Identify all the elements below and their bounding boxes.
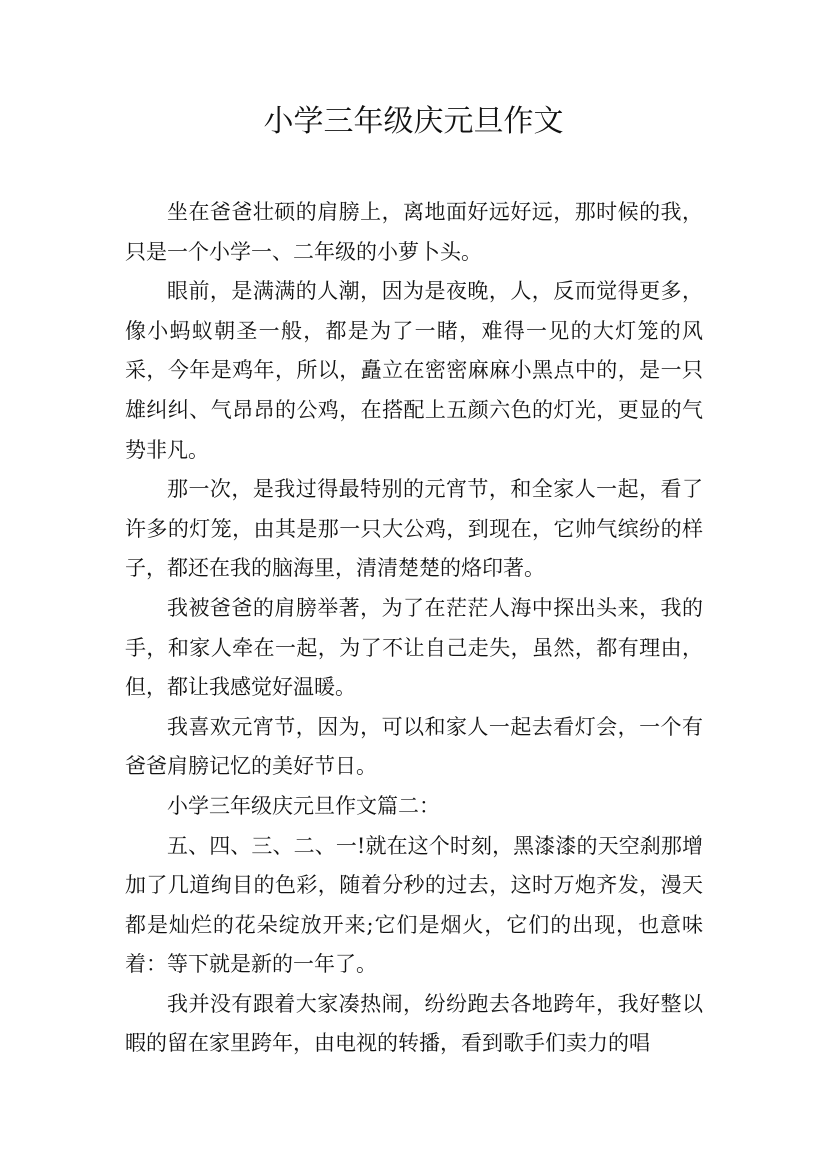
paragraph: 坐在爸爸壮硕的肩膀上，离地面好远好远，那时候的我，只是一个小学一、二年级的小萝卜头。 [125, 200, 703, 264]
paragraph: 五、四、三、二、一!就在这个时刻，黑漆漆的天空刹那增加了几道绚目的色彩，随着分秒的过去，这时万炮齐发，漫天都是灿烂的花朵绽放开来;它们是烟火，它们的出现，也意味着：等下就是新的一年了。 [125, 833, 703, 977]
paragraph: 那一次，是我过得最特别的元宵节，和全家人一起，看了许多的灯笼，由其是那一只大公鸡，到现在，它帅气缤纷的样子，都还在我的脑海里，清清楚楚的烙印著。 [125, 477, 703, 581]
document-body [125, 193, 703, 1064]
section-heading: 小学三年级庆元旦作文篇二： [167, 793, 440, 818]
paragraph: 我喜欢元宵节，因为，可以和家人一起去看灯会，一个有爸爸肩膀记忆的美好节日。 [125, 714, 703, 779]
paragraph: 眼前，是满满的人潮，因为是夜晚，人，反而觉得更多，像小蚂蚁朝圣一般，都是为了一睹，难得一见的大灯笼的风采，今年是鸡年，所以，矗立在密密麻麻小黑点中的，是一只雄纠纠、气昂昂的公鸡，在搭配上五颜六色的灯光，更显的气势非凡。 [125, 279, 703, 462]
paragraph: 我并没有跟着大家凑热闹，纷纷跑去各地跨年，我好整以暇的留在家里跨年，由电视的转播，看到歌手们卖力的唱 [125, 991, 703, 1056]
paragraph: 我被爸爸的肩膀举著，为了在茫茫人海中探出头来，我的手，和家人牵在一起，为了不让自己走失，虽然，都有理由，但，都让我感觉好温暖。 [125, 595, 703, 700]
document-title: 小学三年级庆元旦作文 [263, 104, 564, 139]
